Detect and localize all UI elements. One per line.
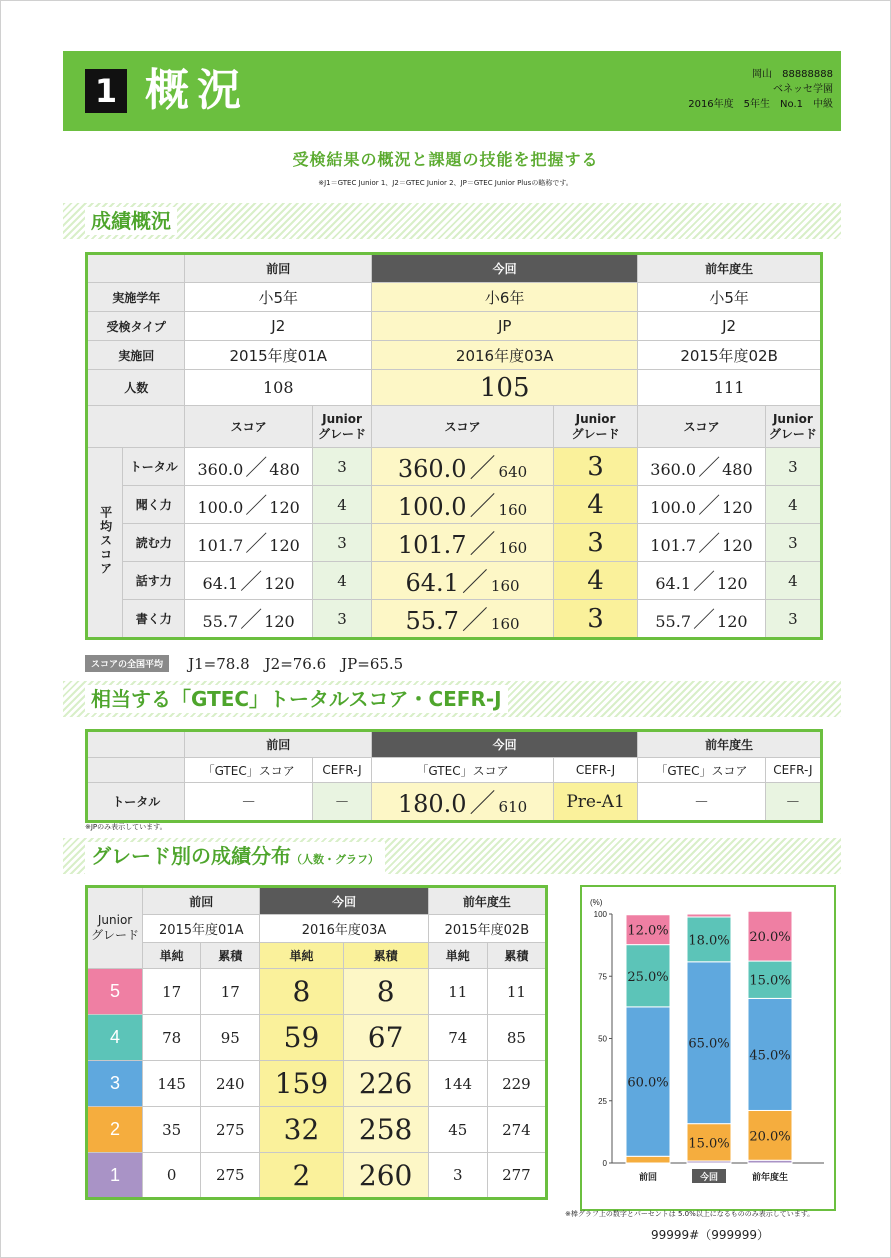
corner-cell	[87, 254, 185, 283]
last-score	[638, 448, 766, 486]
row-label: トータル	[87, 783, 185, 822]
bar-label: 15.0%	[749, 973, 791, 989]
slash: ／	[469, 789, 496, 819]
section-banner-scores	[63, 203, 841, 239]
now-gtec-score: 180.0	[397, 790, 467, 818]
distribution-row	[87, 1107, 547, 1153]
report-header	[63, 51, 841, 131]
last-grade: 4	[765, 486, 821, 524]
prev-score	[185, 524, 313, 562]
slash: ／	[240, 608, 263, 633]
cefr-header: CEFR-J	[312, 758, 371, 783]
info-row	[87, 283, 822, 312]
prev-cefr: －	[312, 783, 371, 822]
grade-header-line2: グレード	[91, 928, 140, 942]
report-detail: 2016年度 5年生 No.1 中級	[688, 99, 833, 110]
last-grade: 3	[765, 524, 821, 562]
cumulative-header: 累積	[343, 943, 428, 969]
last-simple: 144	[428, 1061, 487, 1107]
page-footer: 99999#（999999）	[651, 1228, 770, 1242]
now-score	[372, 486, 554, 524]
chart-note: ※棒グラフ上の数字とパーセントは 5.0%以上になるもののみ表示しています。	[565, 1210, 815, 1218]
distribution-title: グレード別の成績分布	[91, 844, 291, 868]
row-label: 実施回	[87, 341, 185, 370]
section-banner-distribution	[63, 838, 841, 874]
cell-now: 2016年度03A	[372, 341, 638, 370]
distribution-row	[87, 1061, 547, 1107]
now-score	[372, 600, 554, 639]
score-value: 101.7	[397, 531, 467, 559]
prev-cumulative: 240	[201, 1061, 260, 1107]
grade-header	[765, 406, 821, 448]
last-grade: 3	[765, 448, 821, 486]
score-value: 64.1	[405, 569, 459, 597]
page-title: 概況	[145, 65, 249, 116]
row-label: 受検タイプ	[87, 312, 185, 341]
prev-simple: 35	[143, 1107, 201, 1153]
score-max: 160	[490, 615, 520, 633]
score-header: スコア	[638, 406, 766, 448]
last-score	[638, 600, 766, 639]
score-value: 101.7	[650, 536, 697, 555]
grade-cell: 5	[87, 969, 143, 1015]
skill-label: 聞く力	[123, 486, 185, 524]
prev-simple: 145	[143, 1061, 201, 1107]
distribution-chart	[580, 885, 836, 1211]
now-cumulative: 226	[343, 1061, 428, 1107]
simple-header: 単純	[428, 943, 487, 969]
subtitle: 受検結果の概況と課題の技能を把握する	[292, 150, 599, 169]
score-max: 120	[717, 612, 748, 631]
now-grade: 3	[553, 600, 637, 639]
section-title-scores: 成績概況	[85, 207, 177, 235]
slash: ／	[693, 608, 716, 633]
info-row	[87, 370, 822, 406]
bar-label: 60.0%	[627, 1075, 669, 1091]
prev-grade: 4	[312, 562, 371, 600]
prev-simple: 78	[143, 1015, 201, 1061]
slash: ／	[461, 606, 488, 636]
now-simple: 59	[260, 1015, 343, 1061]
last-cumulative: 274	[487, 1107, 546, 1153]
y-axis-label: (%)	[590, 898, 603, 907]
section-banner-gtec	[63, 681, 841, 717]
now-simple: 159	[260, 1061, 343, 1107]
score-max: 120	[722, 536, 753, 555]
section-number: 1	[85, 69, 127, 113]
cell-last: 2015年度02B	[638, 341, 822, 370]
last-score	[638, 486, 766, 524]
distribution-row	[87, 969, 547, 1015]
prev-score	[185, 562, 313, 600]
cell-prev: 108	[185, 370, 372, 406]
corner-cell	[87, 406, 185, 448]
corner-cell	[87, 731, 185, 758]
last-simple: 11	[428, 969, 487, 1015]
grade-cell: 2	[87, 1107, 143, 1153]
prev-cumulative: 95	[201, 1015, 260, 1061]
prev-grade: 4	[312, 486, 371, 524]
grade-header	[553, 406, 637, 448]
cell-last: 小5年	[638, 283, 822, 312]
slash: ／	[245, 456, 268, 481]
score-value: 100.0	[197, 498, 244, 517]
score-max: 120	[264, 574, 295, 593]
bar-segment	[626, 1156, 670, 1163]
now-grade: 3	[553, 524, 637, 562]
vertical-label	[87, 448, 123, 639]
cefr-header: CEFR-J	[765, 758, 821, 783]
score-value: 360.0	[197, 460, 244, 479]
score-max: 480	[269, 460, 300, 479]
slash: ／	[698, 532, 721, 557]
prev-score	[185, 600, 313, 639]
bar-segment	[687, 914, 731, 917]
prev-score	[185, 448, 313, 486]
row-label: 実施学年	[87, 283, 185, 312]
info-row	[87, 312, 822, 341]
cumulative-header: 累積	[487, 943, 546, 969]
skill-row	[87, 600, 822, 639]
score-value: 55.7	[655, 612, 691, 631]
bar-label: 15.0%	[688, 1136, 730, 1152]
skill-label: トータル	[123, 448, 185, 486]
now-simple: 2	[260, 1153, 343, 1199]
col-header-lastyear: 前年度生	[638, 731, 822, 758]
last-simple: 74	[428, 1015, 487, 1061]
score-value: 55.7	[202, 612, 239, 631]
cell-now: 105	[372, 370, 638, 406]
skill-row	[87, 562, 822, 600]
now-gtec-max: 610	[498, 798, 528, 816]
cell-prev: 小5年	[185, 283, 372, 312]
slash: ／	[698, 456, 721, 481]
col-header-now: 今回	[372, 731, 638, 758]
now-simple: 32	[260, 1107, 343, 1153]
row-label: 人数	[87, 370, 185, 406]
skill-row	[87, 448, 822, 486]
gtec-cefr-table	[85, 729, 823, 823]
now-score	[372, 562, 554, 600]
last-gtec: －	[638, 783, 766, 822]
prev-grade: 3	[312, 448, 371, 486]
score-max: 480	[722, 460, 753, 479]
simple-header: 単純	[260, 943, 343, 969]
prev-cumulative: 275	[201, 1153, 260, 1199]
section-title-distribution	[85, 842, 385, 874]
cell-last: 111	[638, 370, 822, 406]
now-grade: 3	[553, 448, 637, 486]
score-header: スコア	[372, 406, 554, 448]
now-cumulative: 260	[343, 1153, 428, 1199]
grade-header-line1: Junior	[322, 411, 362, 426]
prev-simple: 0	[143, 1153, 201, 1199]
score-max: 120	[269, 498, 300, 517]
jp-only-note: ※JPのみ表示しています。	[85, 823, 167, 831]
score-max: 120	[269, 536, 300, 555]
score-value: 101.7	[197, 536, 244, 555]
score-value: 64.1	[202, 574, 239, 593]
now-gtec	[372, 783, 554, 822]
cell-prev: J2	[185, 312, 372, 341]
y-tick-label: 0	[602, 1159, 607, 1168]
col-header-prev: 前回	[143, 887, 260, 915]
prev-simple: 17	[143, 969, 201, 1015]
score-value: 64.1	[655, 574, 691, 593]
y-tick-label: 50	[598, 1034, 607, 1044]
stacked-bar-chart	[582, 887, 834, 1209]
grade-header	[87, 887, 143, 969]
slash: ／	[693, 570, 716, 595]
bar-label: 20.0%	[749, 930, 791, 946]
score-max: 640	[498, 463, 528, 481]
last-grade: 4	[765, 562, 821, 600]
national-average-values: J1=78.8 J2=76.6 JP=65.5	[188, 655, 404, 673]
skill-row	[87, 524, 822, 562]
score-value: 100.0	[397, 493, 467, 521]
abbreviation-note: ※J1＝GTEC Junior 1、J2＝GTEC Junior 2、JP＝GTEC Junior Plusの略称です。	[318, 179, 573, 187]
grade-header-line2: グレード	[318, 426, 367, 441]
col-header-lastyear: 前年度生	[638, 254, 822, 283]
corner-cell	[87, 758, 185, 783]
bar-label: 25.0%	[627, 969, 669, 985]
slash: ／	[469, 492, 496, 522]
now-score	[372, 448, 554, 486]
x-tick-label: 前回	[638, 1173, 658, 1183]
slash: ／	[461, 568, 488, 598]
score-max: 160	[498, 501, 528, 519]
grade-header-line1: Junior	[575, 411, 616, 426]
grade-cell: 1	[87, 1153, 143, 1199]
grade-header	[312, 406, 371, 448]
score-max: 160	[498, 539, 528, 557]
now-grade: 4	[553, 486, 637, 524]
last-simple: 45	[428, 1107, 487, 1153]
bar-label: 18.0%	[688, 933, 730, 949]
bar-label: 65.0%	[688, 1036, 730, 1052]
now-simple: 8	[260, 969, 343, 1015]
grade-cell: 4	[87, 1015, 143, 1061]
x-tick-label: 今回	[699, 1173, 719, 1183]
score-header: スコア	[185, 406, 313, 448]
y-tick-label: 75	[598, 972, 607, 982]
slash: ／	[698, 494, 721, 519]
y-tick-label: 100	[593, 910, 607, 919]
skill-label: 話す力	[123, 562, 185, 600]
gtec-total-row	[87, 783, 822, 822]
simple-header: 単純	[143, 943, 201, 969]
score-value: 55.7	[405, 607, 459, 635]
school-name: ベネッセ学園	[773, 84, 833, 95]
gtec-header: 「GTEC」スコア	[185, 758, 313, 783]
bar-label: 20.0%	[749, 1129, 791, 1145]
col-header-now: 今回	[372, 254, 638, 283]
last-cumulative: 229	[487, 1061, 546, 1107]
header-meta	[688, 67, 833, 112]
now-session: 2016年度03A	[260, 915, 428, 943]
y-tick-label: 25	[598, 1096, 607, 1106]
now-grade: 4	[553, 562, 637, 600]
grade-distribution-table	[85, 885, 548, 1200]
col-header-now: 今回	[260, 887, 428, 915]
last-cumulative: 11	[487, 969, 546, 1015]
skill-label: 書く力	[123, 600, 185, 639]
last-score	[638, 524, 766, 562]
prev-cumulative: 17	[201, 969, 260, 1015]
now-cumulative: 258	[343, 1107, 428, 1153]
prev-grade: 3	[312, 524, 371, 562]
distribution-row	[87, 1153, 547, 1199]
region-code: 岡山 88888888	[752, 69, 833, 80]
score-value: 360.0	[397, 455, 467, 483]
slash: ／	[245, 494, 268, 519]
grade-header-line1: Junior	[772, 411, 813, 426]
slash: ／	[245, 532, 268, 557]
bar-label: 45.0%	[749, 1048, 791, 1064]
col-header-prev: 前回	[185, 254, 372, 283]
grade-header-line2: グレード	[768, 426, 817, 441]
prev-grade: 3	[312, 600, 371, 639]
col-header-lastyear: 前年度生	[428, 887, 546, 915]
score-value: 100.0	[650, 498, 697, 517]
score-max: 160	[490, 577, 520, 595]
now-score	[372, 524, 554, 562]
gtec-header: 「GTEC」スコア	[372, 758, 554, 783]
last-cefr: －	[765, 783, 821, 822]
cumulative-header: 累積	[201, 943, 260, 969]
score-max: 120	[722, 498, 753, 517]
last-cumulative: 277	[487, 1153, 546, 1199]
last-session: 2015年度02B	[428, 915, 546, 943]
last-cumulative: 85	[487, 1015, 546, 1061]
last-simple: 3	[428, 1153, 487, 1199]
prev-cumulative: 275	[201, 1107, 260, 1153]
national-average-label: スコアの全国平均	[85, 655, 169, 672]
now-cefr: Pre-A1	[553, 783, 637, 822]
prev-session: 2015年度01A	[143, 915, 260, 943]
cell-last: J2	[638, 312, 822, 341]
last-score	[638, 562, 766, 600]
slash: ／	[240, 570, 263, 595]
cell-prev: 2015年度01A	[185, 341, 372, 370]
skill-label: 読む力	[123, 524, 185, 562]
cell-now: JP	[372, 312, 638, 341]
section-title-gtec: 相当する「GTEC」トータルスコア・CEFR-J	[85, 685, 508, 713]
grade-header-line2: グレード	[571, 426, 620, 441]
score-value: 360.0	[650, 460, 697, 479]
slash: ／	[469, 454, 496, 484]
vertical-label-text: 平均スコア	[98, 505, 113, 576]
distribution-subtitle: （人数・グラフ）	[291, 853, 379, 866]
cell-now: 小6年	[372, 283, 638, 312]
distribution-row	[87, 1015, 547, 1061]
score-overview-table	[85, 252, 823, 640]
now-cumulative: 67	[343, 1015, 428, 1061]
last-grade: 3	[765, 600, 821, 639]
national-average	[85, 653, 403, 674]
x-tick-label: 前年度生	[751, 1173, 789, 1183]
grade-header-line1: Junior	[97, 913, 133, 927]
grade-cell: 3	[87, 1061, 143, 1107]
score-max: 120	[264, 612, 295, 631]
prev-score	[185, 486, 313, 524]
cefr-header: CEFR-J	[553, 758, 637, 783]
slash: ／	[469, 530, 496, 560]
gtec-header: 「GTEC」スコア	[638, 758, 766, 783]
now-cumulative: 8	[343, 969, 428, 1015]
score-max: 120	[717, 574, 748, 593]
bar-label: 12.0%	[627, 923, 669, 939]
info-row	[87, 341, 822, 370]
col-header-prev: 前回	[185, 731, 372, 758]
skill-row	[87, 486, 822, 524]
prev-gtec: －	[185, 783, 313, 822]
